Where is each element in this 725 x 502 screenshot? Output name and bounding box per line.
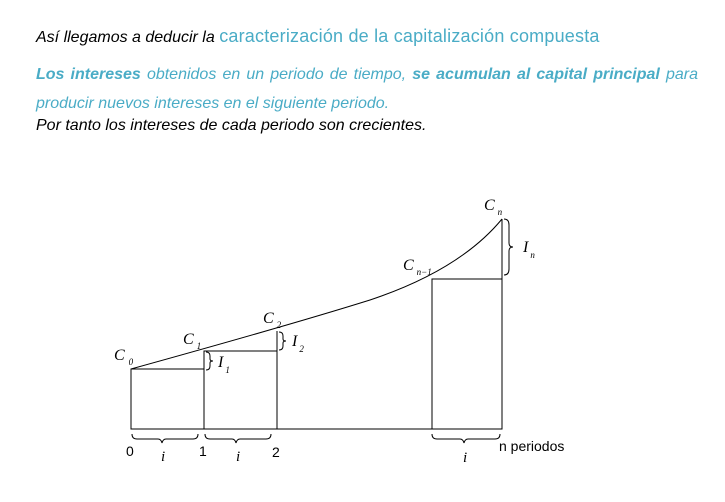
definition-part-2: obtenidos en un periodo de tiempo, <box>140 66 413 83</box>
period-label-2: i <box>236 449 241 465</box>
intro-prefix: Así llegamos a deducir la <box>36 29 220 46</box>
tick-0: 0 <box>126 443 134 459</box>
capital-block-0 <box>131 369 204 429</box>
brace-in <box>504 219 513 275</box>
brace-period-1 <box>132 434 198 443</box>
period-label-1: i <box>161 449 166 465</box>
tick-n-periodos: n periodos <box>499 438 565 454</box>
conclusion-line: Por tanto los intereses de cada periodo son crecientes. <box>36 117 427 134</box>
label-i2: I $_2$ <box>292 333 304 354</box>
label-in: I $_n$ <box>523 239 535 260</box>
definition-bold-2: se acumulan al capital principal <box>412 66 660 83</box>
capital-block-1 <box>204 351 277 429</box>
label-i1: I $_1$ <box>218 354 230 375</box>
brace-i1 <box>206 352 213 370</box>
period-label-n: i <box>463 450 468 466</box>
label-c1: C $_1$ <box>183 331 202 351</box>
definition-part-3: para producir nuevos intereses en el siguiente periodo. <box>36 66 699 112</box>
capital-block-n-1 <box>432 279 502 429</box>
label-cn-1: C $_{n-1}$ <box>403 257 432 277</box>
tick-2: 2 <box>272 444 280 460</box>
brace-i2 <box>279 332 286 350</box>
brace-period-2 <box>205 434 271 443</box>
label-c0: C $_0$ <box>114 347 134 367</box>
intro-highlight: caracterización de la capitalización compuesta <box>219 26 600 46</box>
tick-1: 1 <box>199 443 207 459</box>
definition-bold-1: Los intereses <box>36 66 141 83</box>
brace-period-n <box>432 434 500 443</box>
label-c2: C $_2$ <box>263 310 282 330</box>
label-cn: C $_n$ <box>484 197 503 217</box>
